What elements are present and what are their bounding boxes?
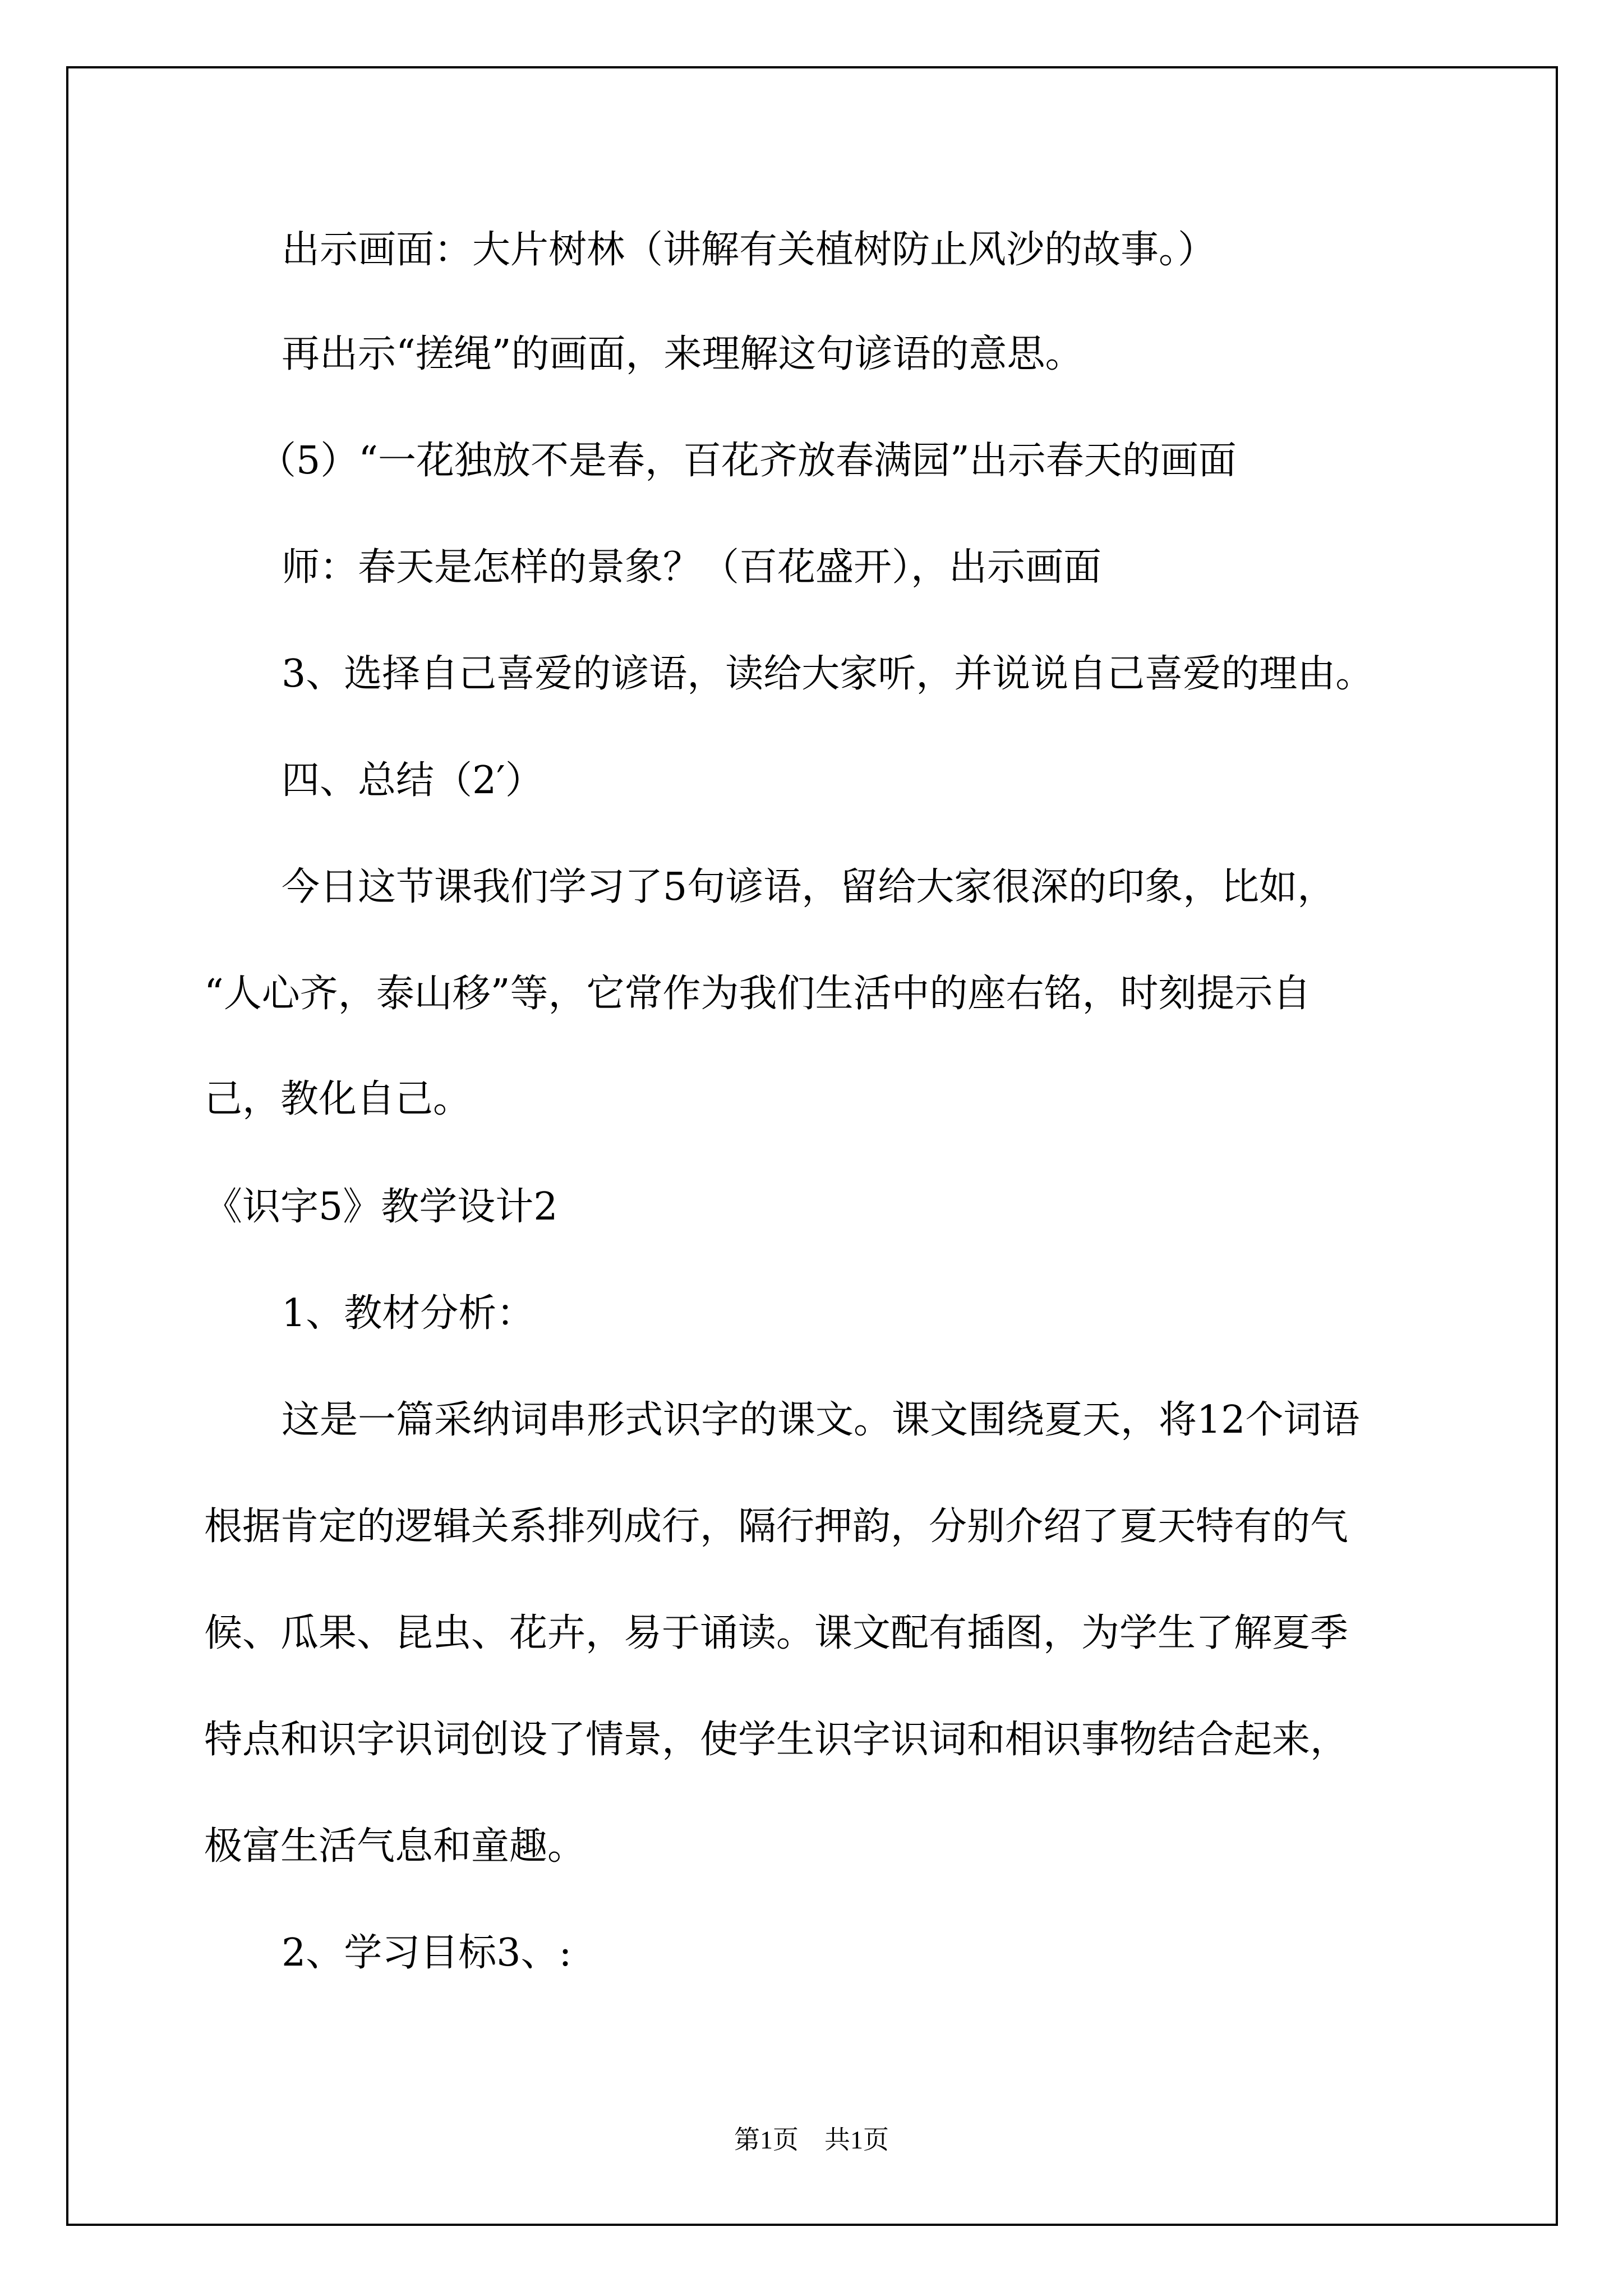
text-line-11: 1、教材分析： (282, 1291, 535, 1336)
text-line-9: 己，教化自己。 (204, 1077, 472, 1121)
page-border (66, 66, 1558, 2226)
page-footer: 第1页 共1页 (734, 2125, 889, 2154)
text-line-15: 特点和识字识词创设了情景，使学生识字识词和相识事物结合起来， (204, 1718, 1349, 1762)
text-line-12: 这是一篇采纳词串形式识字的课文。课文围绕夏天，将12个词语 (282, 1398, 1360, 1442)
text-line-1: 出示画面：大片树林（讲解有关植树防止风沙的故事。） (282, 228, 1216, 272)
text-line-13: 根据肯定的逻辑关系排列成行，隔行押韵，分别介绍了夏天特有的气 (204, 1504, 1349, 1549)
text-line-8: “人心齐，泰山移”等，它常作为我们生活中的座右铭，时刻提示自 (204, 972, 1311, 1016)
section-heading-summary: 四、总结（2′） (282, 758, 543, 803)
text-line-14: 候、瓜果、昆虫、花卉，易于诵读。课文配有插图，为学生了解夏季 (204, 1611, 1349, 1655)
text-line-16: 极富生活气息和童趣。 (204, 1824, 586, 1869)
document-subtitle: 《识字5》教学设计2 (204, 1185, 558, 1229)
text-line-3: （5）“一花独放不是春，百花齐放春满园”出示春天的画面 (258, 439, 1237, 483)
text-line-17: 2、学习目标3、: (282, 1931, 572, 1975)
text-line-5: 3、选择自己喜爱的谚语，读给大家听，并说说自己喜爱的理由。 (282, 652, 1374, 696)
text-line-7: 今日这节课我们学习了5句谚语，留给大家很深的印象，比如， (282, 865, 1336, 909)
text-line-2: 再出示“搓绳”的画面，来理解这句谚语的意思。 (282, 332, 1083, 376)
text-line-4: 师：春天是怎样的景象？（百花盛开），出示画面 (282, 545, 1102, 590)
